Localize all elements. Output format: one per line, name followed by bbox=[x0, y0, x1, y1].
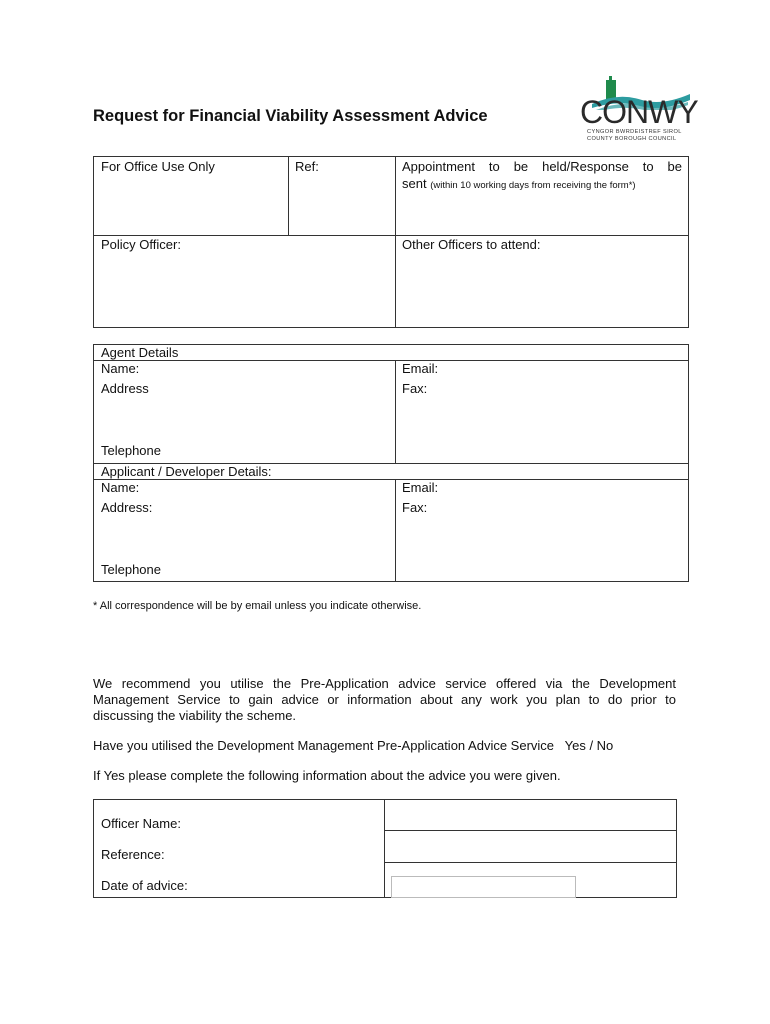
applicant-fax-label: Fax: bbox=[402, 500, 428, 515]
agent-name-label: Name: bbox=[101, 361, 140, 376]
date-of-advice-label: Date of advice: bbox=[101, 878, 188, 893]
logo-line-welsh: CYNGOR BWRDEISTREF SIROL bbox=[587, 129, 682, 135]
agent-telephone-label: Telephone bbox=[101, 443, 161, 458]
reference-label: Reference: bbox=[101, 847, 165, 862]
pre-application-question: Have you utilised the Development Management Pre-Application Advice Service Yes / No bbox=[93, 738, 614, 753]
office-use-label: For Office Use Only bbox=[101, 159, 215, 174]
applicant-details-heading: Applicant / Developer Details: bbox=[101, 464, 272, 479]
recommend-line-1: We recommend you utilise the Pre-Application advice service offered via the Development bbox=[93, 676, 676, 691]
logo-line-english: COUNTY BOROUGH COUNCIL bbox=[587, 136, 677, 142]
agent-address-label: Address bbox=[101, 381, 149, 396]
page-title: Request for Financial Viability Assessment Advice bbox=[93, 107, 488, 125]
appointment-sent-word: sent bbox=[402, 176, 427, 191]
conwy-logo bbox=[578, 70, 698, 148]
ref-label: Ref: bbox=[295, 159, 319, 174]
applicant-email-label: Email: bbox=[402, 480, 439, 495]
policy-officer-label: Policy Officer: bbox=[101, 237, 181, 252]
officer-name-label: Officer Name: bbox=[101, 816, 181, 831]
appointment-sent bbox=[402, 176, 636, 191]
if-yes-instruction: If Yes please complete the following information about the advice you were given. bbox=[93, 768, 561, 783]
date-of-advice-field[interactable] bbox=[391, 876, 576, 898]
agent-details-heading: Agent Details bbox=[101, 345, 179, 360]
applicant-telephone-label: Telephone bbox=[101, 562, 161, 577]
logo-wordmark: CONWY bbox=[580, 94, 698, 130]
other-officers-label: Other Officers to attend: bbox=[402, 237, 541, 252]
agent-email-label: Email: bbox=[402, 361, 439, 376]
agent-fax-label: Fax: bbox=[402, 381, 428, 396]
appointment-note: (within 10 working days from receiving the form*) bbox=[430, 180, 636, 191]
footnote: * All correspondence will be by email unless you indicate otherwise. bbox=[93, 600, 422, 612]
applicant-address-label: Address: bbox=[101, 500, 153, 515]
appointment-label: Appointment to be held/Response to be bbox=[402, 159, 682, 174]
recommend-line-2: Management Service to gain advice or information about any work you plan to do prior to bbox=[93, 692, 676, 707]
recommend-line-3: discussing the viability the scheme. bbox=[93, 708, 297, 723]
applicant-name-label: Name: bbox=[101, 480, 140, 495]
